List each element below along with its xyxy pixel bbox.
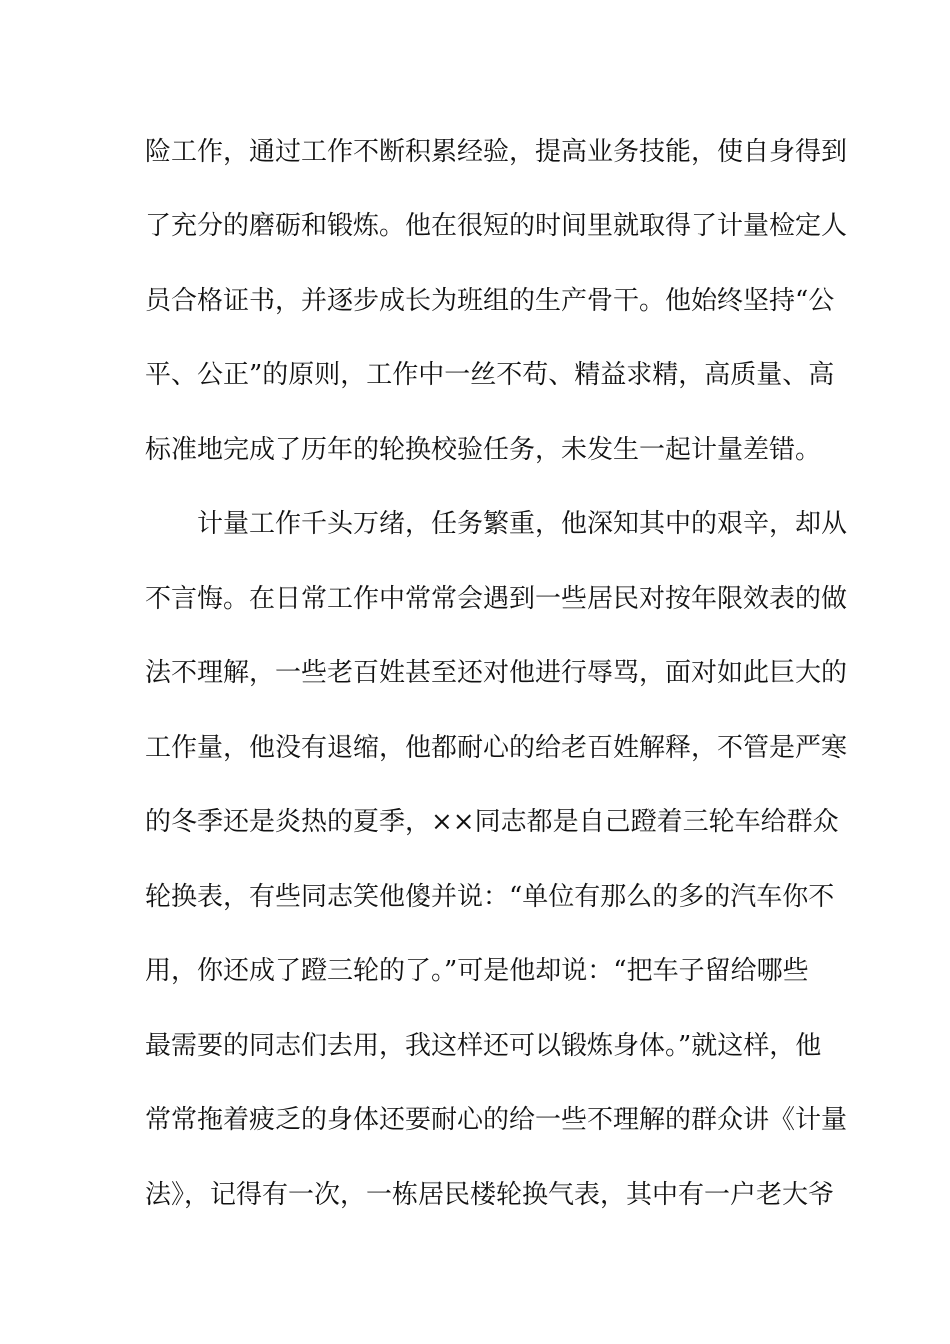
text-line: 工作量，他没有退缩，他都耐心的给老百姓解释，不管是严寒 xyxy=(145,733,848,763)
text-line: 不言悔。在日常工作中常常会遇到一些居民对按年限效表的做 xyxy=(145,584,848,614)
text-line: 最需要的同志们去用，我这样还可以锻炼身体。”就这样，他 xyxy=(145,1031,822,1061)
text-line: 的冬季还是炎热的夏季，××同志都是自己蹬着三轮车给群众 xyxy=(145,807,839,837)
text-line: 轮换表，有些同志笑他傻并说：“单位有那么的多的汽车你不 xyxy=(145,882,835,912)
text-line: 平、公正”的原则，工作中一丝不苟、精益求精，高质量、高 xyxy=(145,360,835,390)
text-line: 标准地完成了历年的轮换校验任务，未发生一起计量差错。 xyxy=(145,435,822,465)
text-line: 用，你还成了蹬三轮的了。”可是他却说：“把车子留给哪些 xyxy=(145,956,809,986)
text-line: 法》，记得有一次，一栋居民楼轮换气表，其中有一户老大爷 xyxy=(145,1180,835,1210)
text-line: 险工作，通过工作不断积累经验，提高业务技能，使自身得到 xyxy=(145,137,848,167)
text-line: 员合格证书，并逐步成长为班组的生产骨干。他始终坚持“公 xyxy=(145,286,835,316)
paragraph-first-line: 计量工作千头万绪，任务繁重，他深知其中的艰辛，却从 xyxy=(197,509,848,539)
text-line: 了充分的磨砺和锻炼。他在很短的时间里就取得了计量检定人 xyxy=(145,211,848,241)
text-line: 法不理解，一些老百姓甚至还对他进行辱骂，面对如此巨大的 xyxy=(145,658,848,688)
text-line: 常常拖着疲乏的身体还要耐心的给一些不理解的群众讲《计量 xyxy=(145,1105,848,1135)
